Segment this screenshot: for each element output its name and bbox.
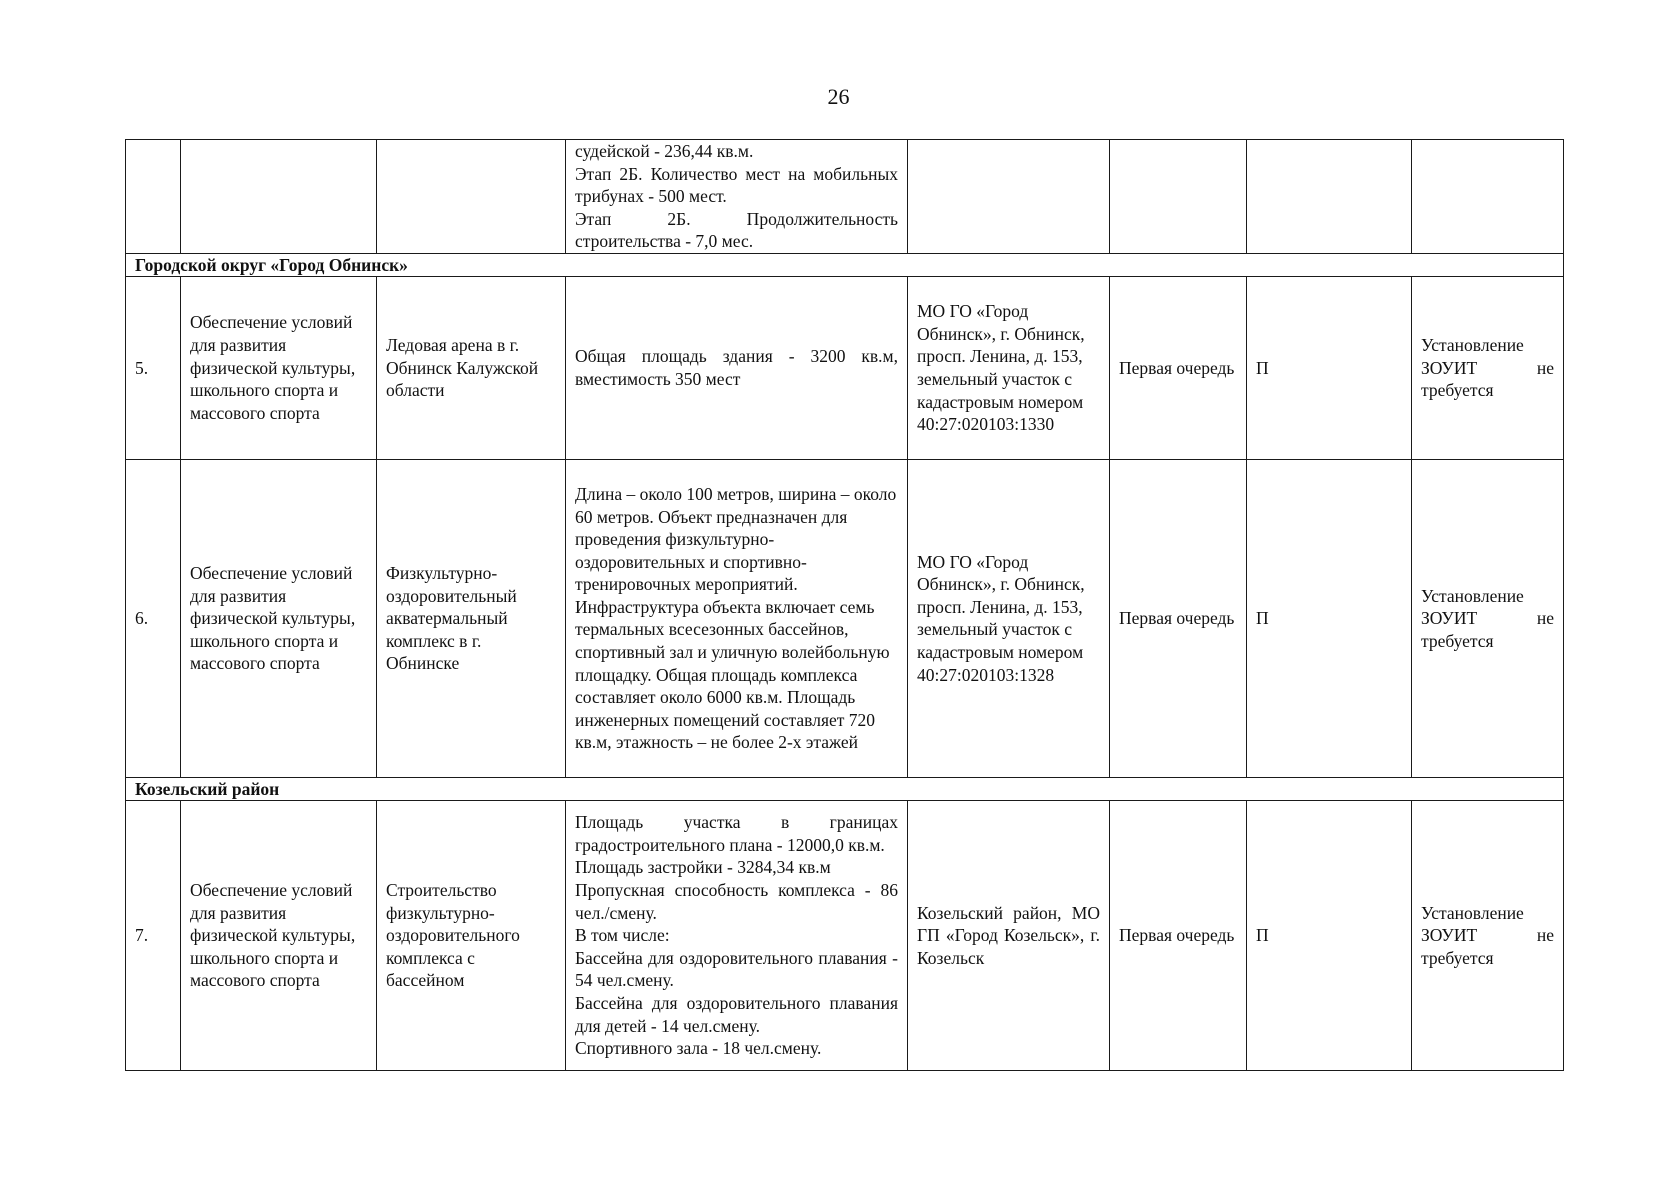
cell-stage: Первая очередь xyxy=(1110,459,1247,777)
objects-table xyxy=(125,139,1564,1071)
cell-stage xyxy=(1110,140,1247,254)
cell-status: П xyxy=(1247,276,1412,459)
section-title: Козельский район xyxy=(126,777,1564,800)
cell-purpose: Обеспечение условий для развития физической культуры, школьного спорта и массового спорта xyxy=(181,459,377,777)
cell-location: МО ГО «Город Обнинск», г. Обнинск, просп. Ленина, д. 153, земельный участок с кадастровым номером 40:27:020103:1328 xyxy=(908,459,1110,777)
zouit-word: ЗОУИТ xyxy=(1421,925,1478,946)
cell-location: Козельский район, МО ГП «Город Козельск», г. Козельск xyxy=(908,800,1110,1070)
cell-num: 6. xyxy=(126,459,181,777)
cell-location: МО ГО «Город Обнинск», г. Обнинск, просп. Ленина, д. 153, земельный участок с кадастровым номером 40:27:020103:1330 xyxy=(908,276,1110,459)
cell-zouit xyxy=(1412,800,1564,1070)
zouit-word: ЗОУИТ xyxy=(1421,357,1478,378)
characteristics-line: Площадь участка в границах градостроительного плана - 12000,0 кв.м. xyxy=(575,812,898,855)
zouit-line: Установление xyxy=(1421,902,1524,923)
characteristics-line: Спортивного зала - 18 чел.смену. xyxy=(575,1038,822,1059)
cell-purpose: Обеспечение условий для развития физической культуры, школьного спорта и массового спорта xyxy=(181,276,377,459)
characteristics-line: Бассейна для оздоровительного плавания для детей - 14 чел.смену. xyxy=(575,992,898,1036)
table-row xyxy=(126,459,1564,777)
zouit-word: не xyxy=(1536,357,1554,378)
zouit-line xyxy=(1421,357,1554,380)
cell-characteristics: Общая площадь здания - 3200 кв.м, вместимость 350 мест xyxy=(566,276,908,459)
section-title: Городской округ «Город Обнинск» xyxy=(126,253,1564,276)
cell-purpose: Обеспечение условий для развития физической культуры, школьного спорта и массового спорта xyxy=(181,800,377,1070)
cell-status: П xyxy=(1247,800,1412,1070)
characteristics-line: судейской - 236,44 кв.м. xyxy=(575,141,754,161)
cell-num xyxy=(126,140,181,254)
cell-num: 7. xyxy=(126,800,181,1070)
zouit-line: требуется xyxy=(1421,947,1494,968)
cell-characteristics xyxy=(566,140,908,254)
cell-name xyxy=(377,140,566,254)
characteristics-line: Площадь застройки - 3284,34 кв.м xyxy=(575,857,831,878)
cell-purpose xyxy=(181,140,377,254)
characteristics-line: В том числе: xyxy=(575,925,670,946)
characteristics-line: Пропускная способность комплекса - 86 чел./смену. xyxy=(575,879,898,923)
zouit-word: не xyxy=(1536,608,1554,629)
cell-characteristics xyxy=(566,800,908,1070)
cell-name: Физкультурно-оздоровительный акватермальный комплекс в г. Обнинске xyxy=(377,459,566,777)
cell-zouit xyxy=(1412,276,1564,459)
cell-num: 5. xyxy=(126,276,181,459)
cell-location xyxy=(908,140,1110,254)
zouit-line xyxy=(1421,924,1554,947)
page-number: 26 xyxy=(827,84,850,109)
section-row xyxy=(126,777,1564,800)
cell-zouit xyxy=(1412,459,1564,777)
table-row xyxy=(126,140,1564,254)
cell-stage: Первая очередь xyxy=(1110,800,1247,1070)
cell-stage: Первая очередь xyxy=(1110,276,1247,459)
zouit-line: требуется xyxy=(1421,630,1494,651)
zouit-word: не xyxy=(1536,925,1554,946)
zouit-line: требуется xyxy=(1421,380,1494,401)
cell-zouit xyxy=(1412,140,1564,254)
characteristics-line: Этап 2Б. Продолжительность строительства - 7,0 мес. xyxy=(575,208,898,252)
table-row xyxy=(126,800,1564,1070)
table-row xyxy=(126,276,1564,459)
characteristics-line: Этап 2Б. Количество мест на мобильных трибунах - 500 мест. xyxy=(575,163,898,207)
characteristics-line: Бассейна для оздоровительного плавания - 54 чел.смену. xyxy=(575,947,898,991)
zouit-line: Установление xyxy=(1421,335,1524,356)
cell-name: Ледовая арена в г. Обнинск Калужской области xyxy=(377,276,566,459)
zouit-line xyxy=(1421,607,1554,630)
cell-status: П xyxy=(1247,459,1412,777)
zouit-word: ЗОУИТ xyxy=(1421,608,1478,629)
cell-status xyxy=(1247,140,1412,254)
zouit-line: Установление xyxy=(1421,585,1524,606)
section-row xyxy=(126,253,1564,276)
cell-name: Строительство физкультурно-оздоровительного комплекса с бассейном xyxy=(377,800,566,1070)
cell-characteristics: Длина – около 100 метров, ширина – около 60 метров. Объект предназначен для проведения физкультурно-оздоровительных и спортивно-тренировочных мероприятий. Инфраструктура объекта включает семь термальных всесезонных бассейнов, спортивный зал и уличную волейбольную площадку. Общая площадь комплекса составляет около 6000 кв.м. Площадь инженерных помещений составляет 720 кв.м, этажность – не более 2-х этажей xyxy=(566,459,908,777)
